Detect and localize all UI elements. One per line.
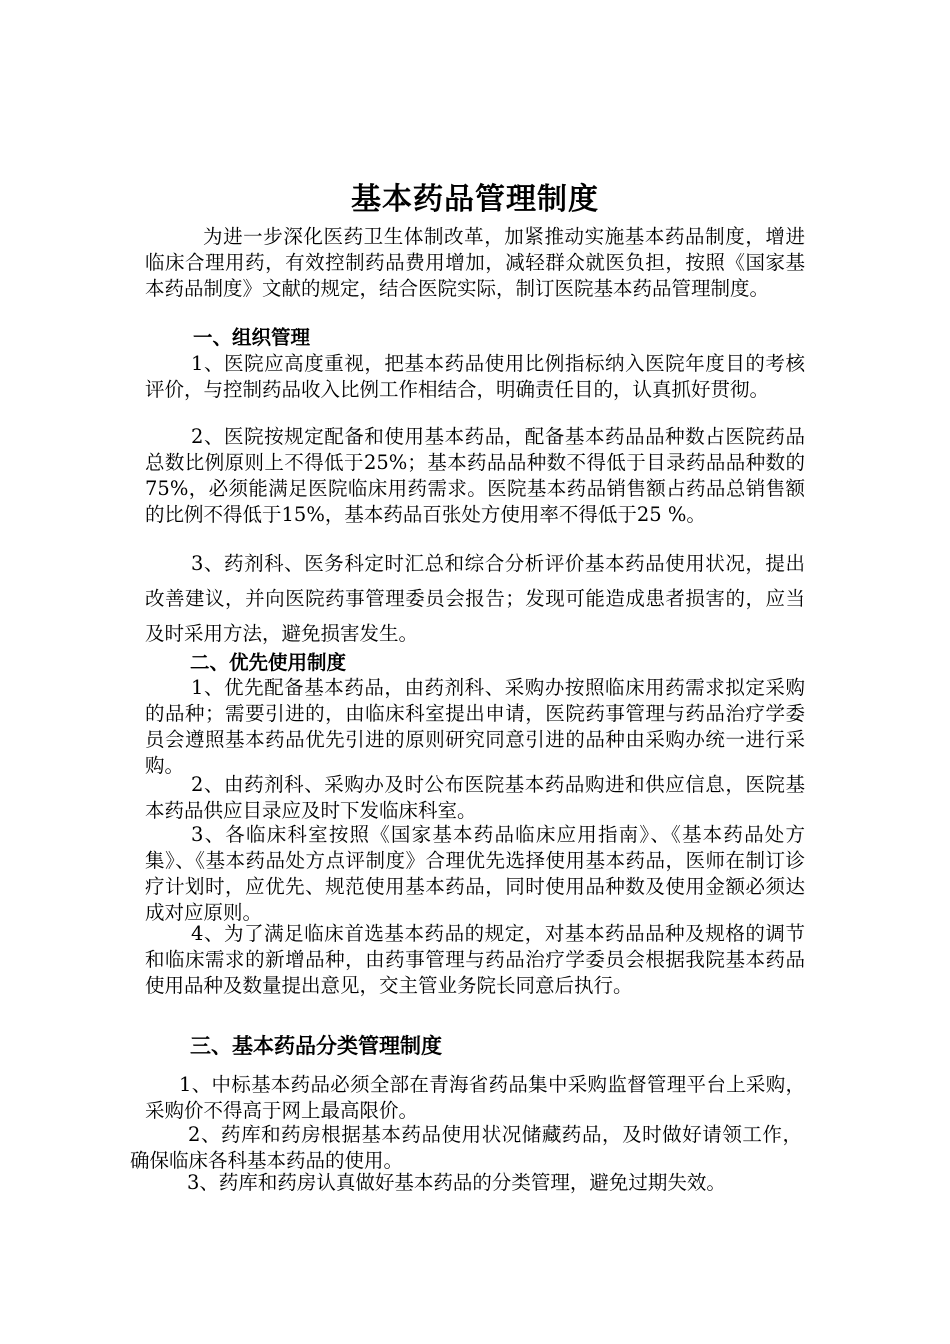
section-3-heading: 三、基本药品分类管理制度	[190, 1033, 442, 1058]
section-1-item-3: 3、药剂科、医务科定时汇总和综合分析评价基本药品使用状况，提出改善建议，并向医院药事管理委员会报告；发现可能造成患者损害的，应当及时采用方法，避免损害发生。	[145, 552, 805, 645]
section-2-item-1: 1、优先配备基本药品，由药剂科、采购办按照临床用药需求拟定采购的品种；需要引进的，由临床科室提出申请，医院药事管理与药品治疗学委员会遵照基本药品优先引进的原则研究同意引进的品种由采购办统一进行采购。	[145, 676, 805, 777]
section-3-item-3: 3、药库和药房认真做好基本药品的分类管理，避免过期失效。	[187, 1171, 726, 1194]
section-2-heading: 二、优先使用制度	[190, 651, 347, 674]
document-title: 基本药品管理制度	[351, 182, 599, 217]
section-2-item-2: 2、由药剂科、采购办及时公布医院基本药品购进和供应信息，医院基本药品供应目录应及时下发临床科室。	[145, 773, 805, 822]
intro-paragraph: 为进一步深化医药卫生体制改革，加紧推动实施基本药品制度，增进临床合理用药，有效控制药品费用增加，减轻群众就医负担，按照《国家基本药品制度》文献的规定，结合医院实际，制订医院基本药品管理制度。	[145, 225, 805, 300]
section-2-item-3: 3、各临床科室按照《国家基本药品临床应用指南》、《基本药品处方集》、《基本药品处方点评制度》合理优先选择使用基本药品，医师在制订诊疗计划时，应优先、规范使用基本药品，同时使用品种数及使用金额必须达成对应原则。	[145, 823, 805, 924]
section-1-item-1: 1、医院应高度重视，把基本药品使用比例指标纳入医院年度目的考核评价，与控制药品收入比例工作相结合，明确责任目的，认真抓好贯彻。	[145, 352, 805, 401]
section-3-item-2: 2、药库和药房根据基本药品使用状况储藏药品，及时做好请领工作，确保临床各科基本药品的使用。	[130, 1123, 802, 1172]
section-1-item-2: 2、医院按规定配备和使用基本药品，配备基本药品品种数占医院药品总数比例原则上不得低于25%；基本药品品种数不得低于目录药品品种数的75%，必须能满足医院临床用药需求。医院基本药品销售额占药品总销售额的比例不得低于15%，基本药品百张处方使用率不得低于25 %。	[145, 425, 805, 526]
section-2-item-4: 4、为了满足临床首选基本药品的规定，对基本药品品种及规格的调节和临床需求的新增品种，由药事管理与药品治疗学委员会根据我院基本药品使用品种及数量提出意见，交主管业务院长同意后执行。	[145, 922, 805, 997]
section-1-heading: 一、组织管理	[193, 326, 311, 349]
section-3-item-1: 1、中标基本药品必须全部在青海省药品集中采购监督管理平台上采购，采购价不得高于网上最高限价。	[145, 1073, 805, 1122]
